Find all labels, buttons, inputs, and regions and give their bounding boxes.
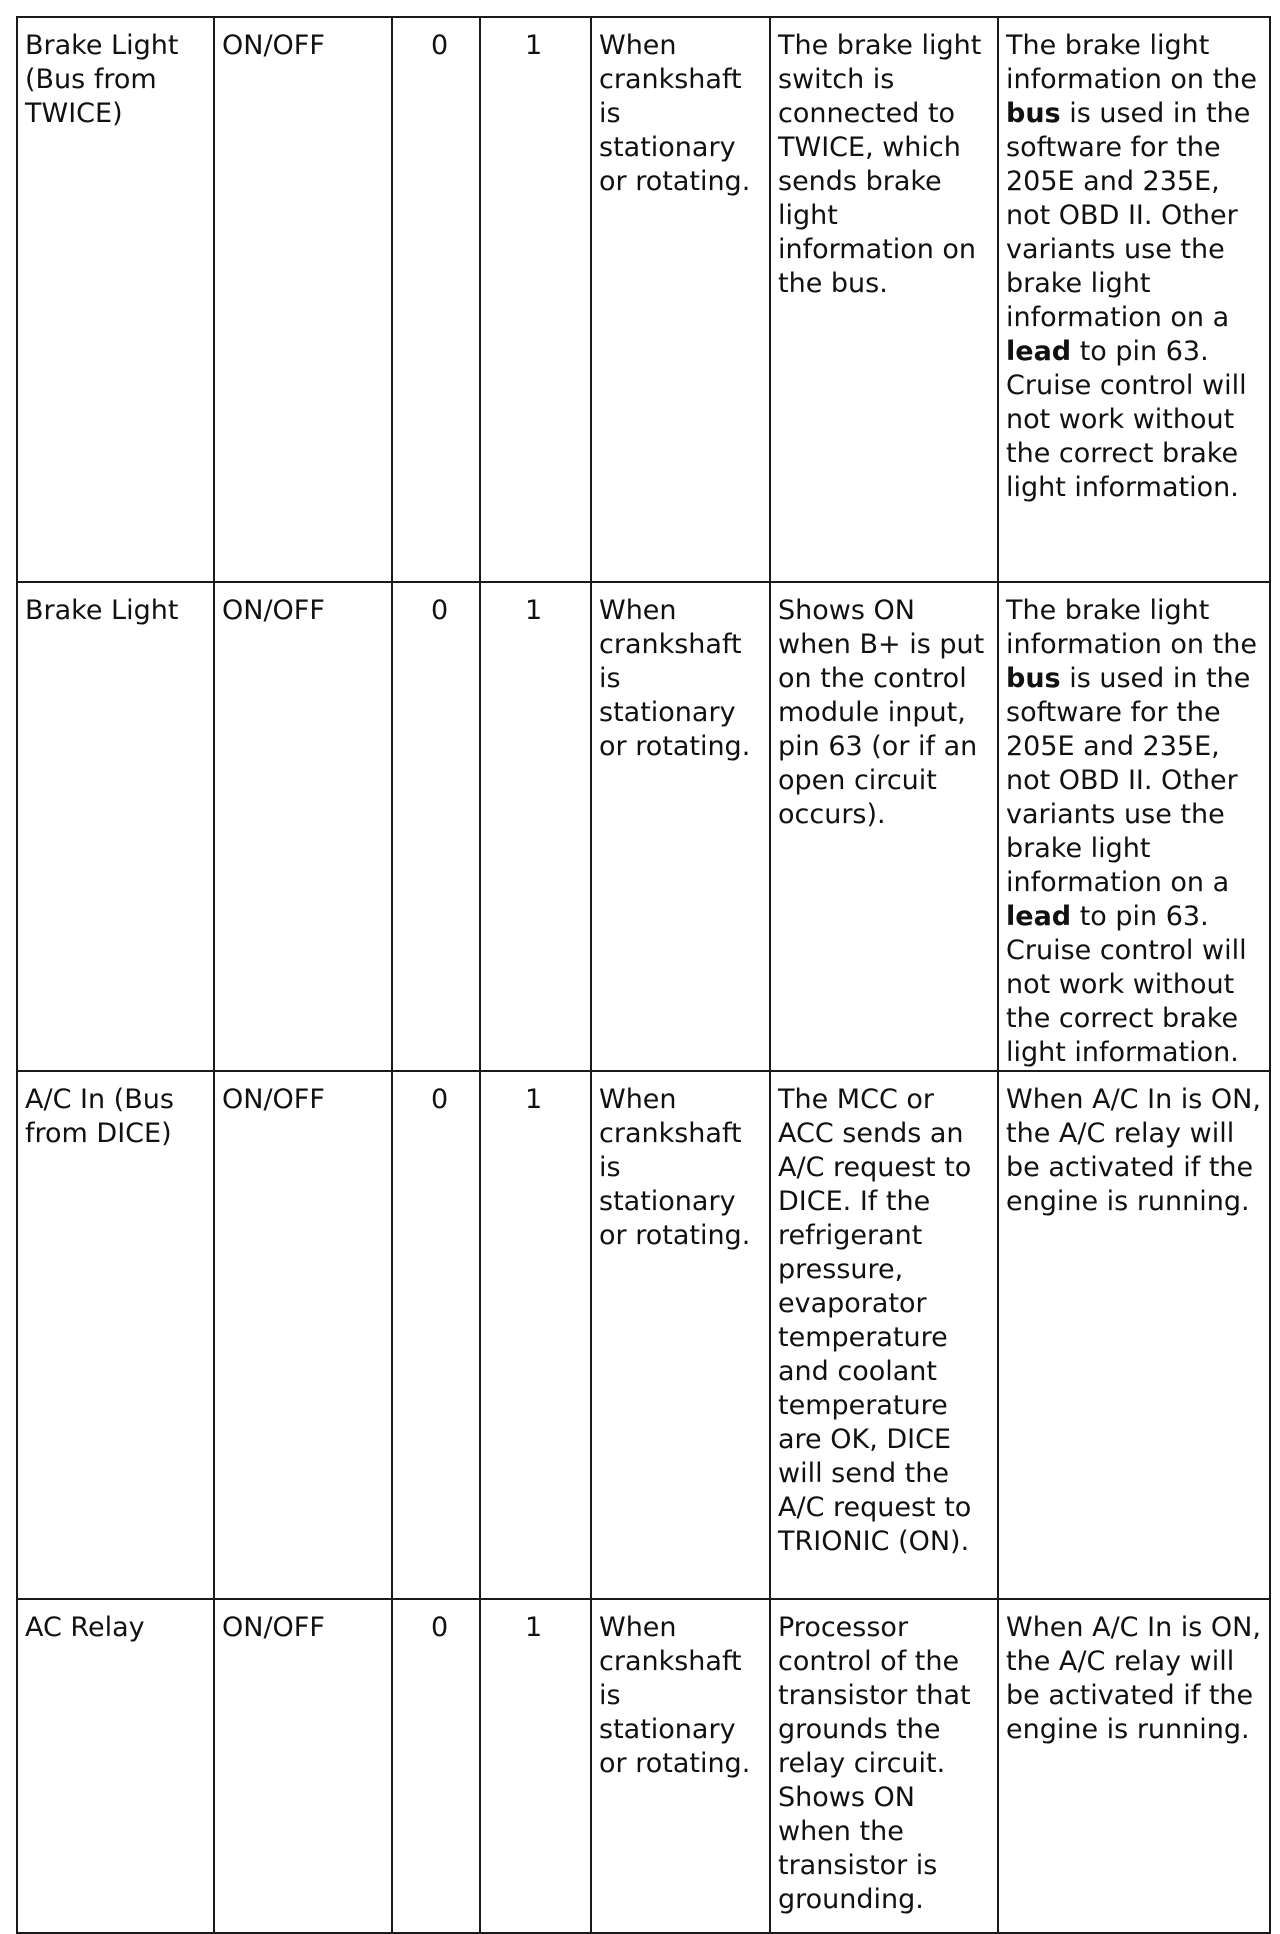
unit-cell: ON/OFF <box>214 582 392 1071</box>
notes-cell: The brake light information on the bus is used in the software for the 205E and 235E, not OBD II. Other variants use the brake light information on a lead to pin 63. Cruise control will not work without the correct brake light information. <box>998 582 1270 1071</box>
description-cell: Shows ON when B+ is put on the control module input, pin 63 (or if an open circuit occurs). <box>770 582 998 1071</box>
parameter-cell: Brake Light (Bus from TWICE) <box>17 17 214 582</box>
parameter-cell: Brake Light <box>17 582 214 1071</box>
min-cell: 0 <box>392 582 480 1071</box>
notes-cell: The brake light information on the bus is used in the software for the 205E and 235E, not OBD II. Other variants use the brake light information on a lead to pin 63. Cruise control will not work without the correct brake light information. <box>998 17 1270 582</box>
table-row <box>17 1599 1270 1933</box>
description-cell: Processor control of the transistor that grounds the relay circuit. Shows ON when the transistor is grounding. <box>770 1599 998 1933</box>
max-cell: 1 <box>480 1599 591 1933</box>
min-cell: 0 <box>392 17 480 582</box>
parameter-cell: A/C In (Bus from DICE) <box>17 1071 214 1599</box>
parameter-cell: AC Relay <box>17 1599 214 1933</box>
notes-cell: When A/C In is ON, the A/C relay will be activated if the engine is running. <box>998 1599 1270 1933</box>
unit-cell: ON/OFF <box>214 1071 392 1599</box>
table-row <box>17 1071 1270 1599</box>
max-cell: 1 <box>480 1071 591 1599</box>
min-cell: 0 <box>392 1599 480 1933</box>
unit-cell: ON/OFF <box>214 17 392 582</box>
notes-cell: When A/C In is ON, the A/C relay will be activated if the engine is running. <box>998 1071 1270 1599</box>
condition-cell: When crankshaft is stationary or rotating. <box>591 1599 770 1933</box>
max-cell: 1 <box>480 582 591 1071</box>
description-cell: The MCC or ACC sends an A/C request to DICE. If the refrigerant pressure, evaporator temperature and coolant temperature are OK, DICE will send the A/C request to TRIONIC (ON). <box>770 1071 998 1599</box>
table-row <box>17 17 1270 582</box>
condition-cell: When crankshaft is stationary or rotating. <box>591 1071 770 1599</box>
condition-cell: When crankshaft is stationary or rotating. <box>591 582 770 1071</box>
description-cell: The brake light switch is connected to TWICE, which sends brake light information on the bus. <box>770 17 998 582</box>
table-row <box>17 582 1270 1071</box>
condition-cell: When crankshaft is stationary or rotating. <box>591 17 770 582</box>
min-cell: 0 <box>392 1071 480 1599</box>
max-cell: 1 <box>480 17 591 582</box>
unit-cell: ON/OFF <box>214 1599 392 1933</box>
parameter-table <box>16 16 1271 1934</box>
